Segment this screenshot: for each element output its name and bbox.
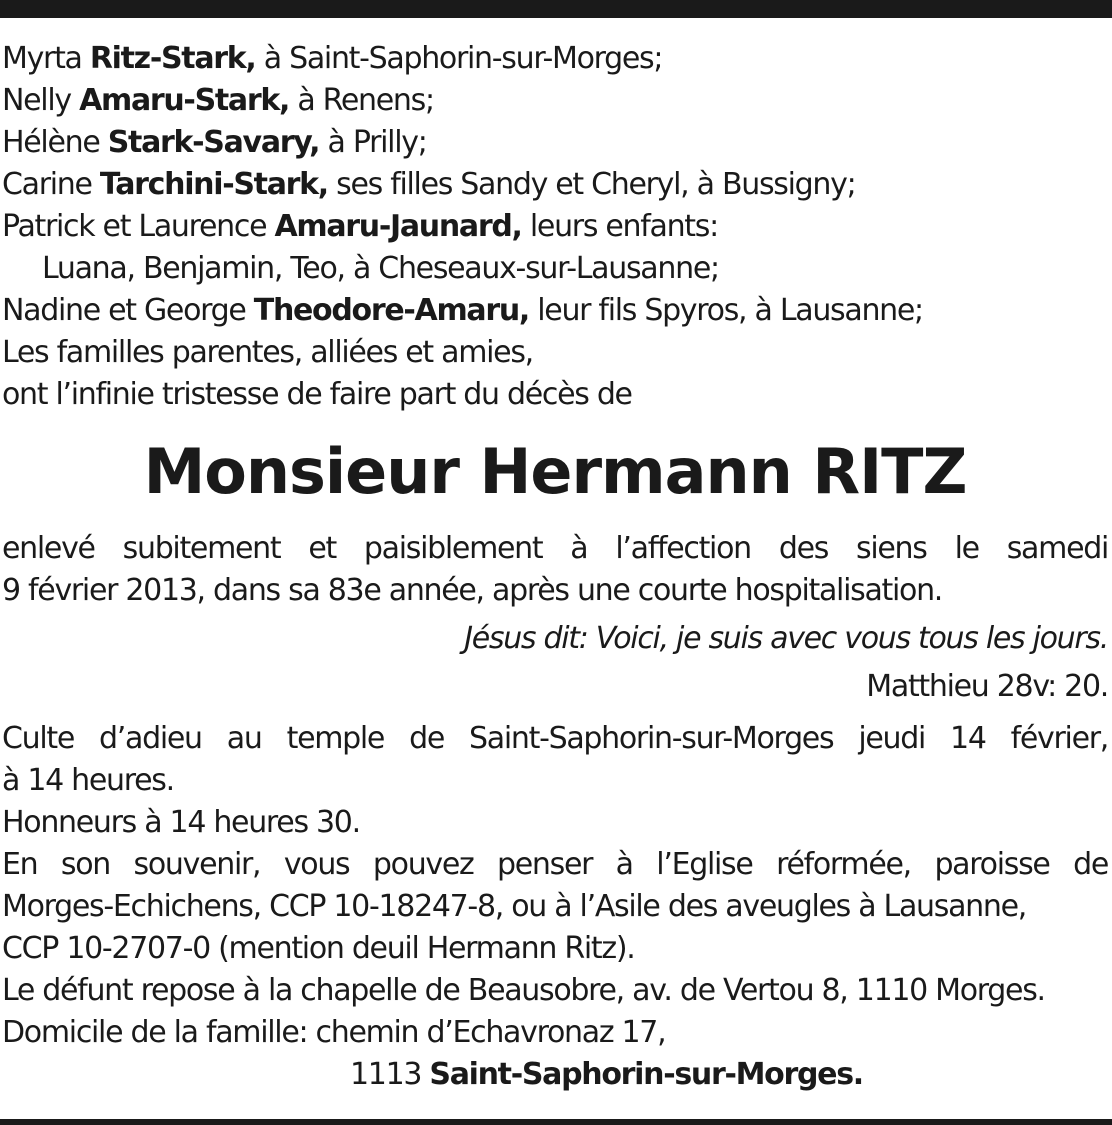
top-rule bbox=[0, 0, 1112, 18]
domicile-city-line: 1113 Saint-Saphorin-sur-Morges. bbox=[350, 1057, 863, 1092]
memory-line: Morges-Echichens, CCP 10-18247-8, ou à l’Asile des aveugles à Lausanne, bbox=[2, 889, 1026, 924]
announcement-line: ont l’infinie tristesse de faire part du décès de bbox=[2, 377, 632, 412]
family-list bbox=[2, 38, 1108, 416]
obituary-notice bbox=[2, 38, 1108, 1096]
family-line-children: Luana, Benjamin, Teo, à Cheseaux-sur-Lausanne; bbox=[42, 251, 719, 286]
memory-line: CCP 10-2707-0 (mention deuil Hermann Ritz). bbox=[2, 931, 635, 966]
family-line: Carine Tarchini-Stark, ses filles Sandy et Cheryl, à Bussigny; bbox=[2, 167, 856, 202]
death-line: 9 février 2013, dans sa 83e année, après une courte hospitalisation. bbox=[2, 573, 943, 608]
family-line: Les familles parentes, alliées et amies, bbox=[2, 335, 533, 370]
deceased-name: Monsieur Hermann RITZ bbox=[143, 435, 967, 508]
death-line: enlevé subitement et paisiblement à l’affection des siens le samedi bbox=[2, 531, 1108, 566]
rest-place-line: Le défunt repose à la chapelle de Beausobre, av. de Vertou 8, 1110 Morges. bbox=[2, 973, 1045, 1008]
honors-line: Honneurs à 14 heures 30. bbox=[2, 805, 360, 840]
family-line: Nelly Amaru-Stark, à Renens; bbox=[2, 83, 434, 118]
bottom-rule bbox=[0, 1119, 1112, 1125]
ceremony-line: Culte d’adieu au temple de Saint-Saphorin-sur-Morges jeudi 14 février, bbox=[2, 721, 1108, 756]
bible-reference: Matthieu 28v: 20. bbox=[866, 669, 1108, 704]
family-line: Myrta Ritz-Stark, à Saint-Saphorin-sur-Morges; bbox=[2, 41, 663, 76]
memory-line: En son souvenir, vous pouvez penser à l’Eglise réformée, paroisse de bbox=[2, 847, 1108, 882]
family-line: Nadine et George Theodore-Amaru, leur fils Spyros, à Lausanne; bbox=[2, 293, 923, 328]
family-line: Patrick et Laurence Amaru-Jaunard, leurs enfants: bbox=[2, 209, 718, 244]
domicile-line: Domicile de la famille: chemin d’Echavronaz 17, bbox=[2, 1015, 666, 1050]
bible-quote: Jésus dit: Voici, je suis avec vous tous les jours. bbox=[464, 621, 1108, 656]
ceremony-line: à 14 heures. bbox=[2, 763, 174, 798]
family-line: Hélène Stark-Savary, à Prilly; bbox=[2, 125, 427, 160]
